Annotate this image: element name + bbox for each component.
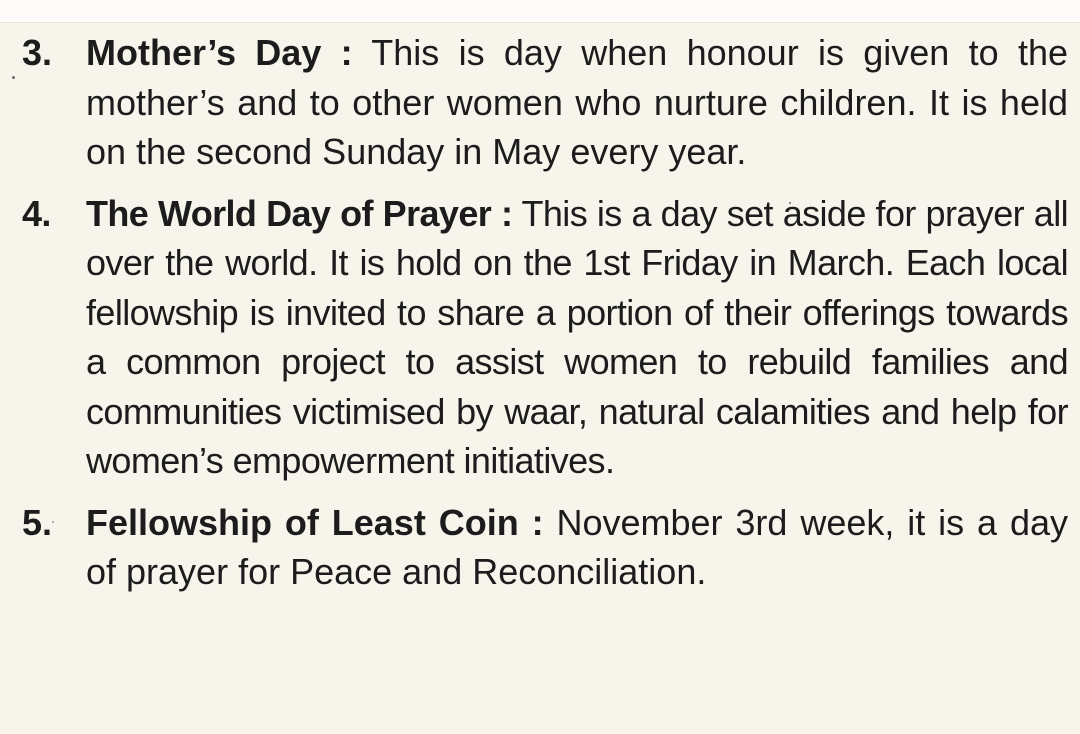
list-item-world-day-of-prayer xyxy=(0,189,1080,486)
item-text: This is day when honour is given to the mother’s and to other women who nurture children. It is held on the second Sunday in May every year. xyxy=(86,32,1068,172)
document-body xyxy=(0,28,1080,597)
page-top-strip xyxy=(0,0,1080,23)
item-text: This is a day set aside for prayer all over the world. It is hold on the 1st Friday in March. Each local fellowship is invited to share a portion of their offerings towards a common project to assist women to rebuild families and communities victimised by waar, natural calamities and help for women’s empowerment initiatives. xyxy=(86,192,1069,481)
item-number: 4. xyxy=(22,192,51,234)
item-title: Fellowship of Least Coin : xyxy=(86,501,544,543)
item-title: Mother’s Day : xyxy=(86,32,353,73)
list-item-fellowship-of-least-coin xyxy=(0,498,1080,597)
list-item-mothers-day xyxy=(0,28,1080,177)
item-number: 3. xyxy=(22,32,53,73)
item-number: 5. xyxy=(22,501,53,543)
item-title: The World Day of Prayer : xyxy=(86,192,513,234)
item-text: November 3rd week, it is a day of prayer for Peace and Reconciliation. xyxy=(86,501,1068,592)
